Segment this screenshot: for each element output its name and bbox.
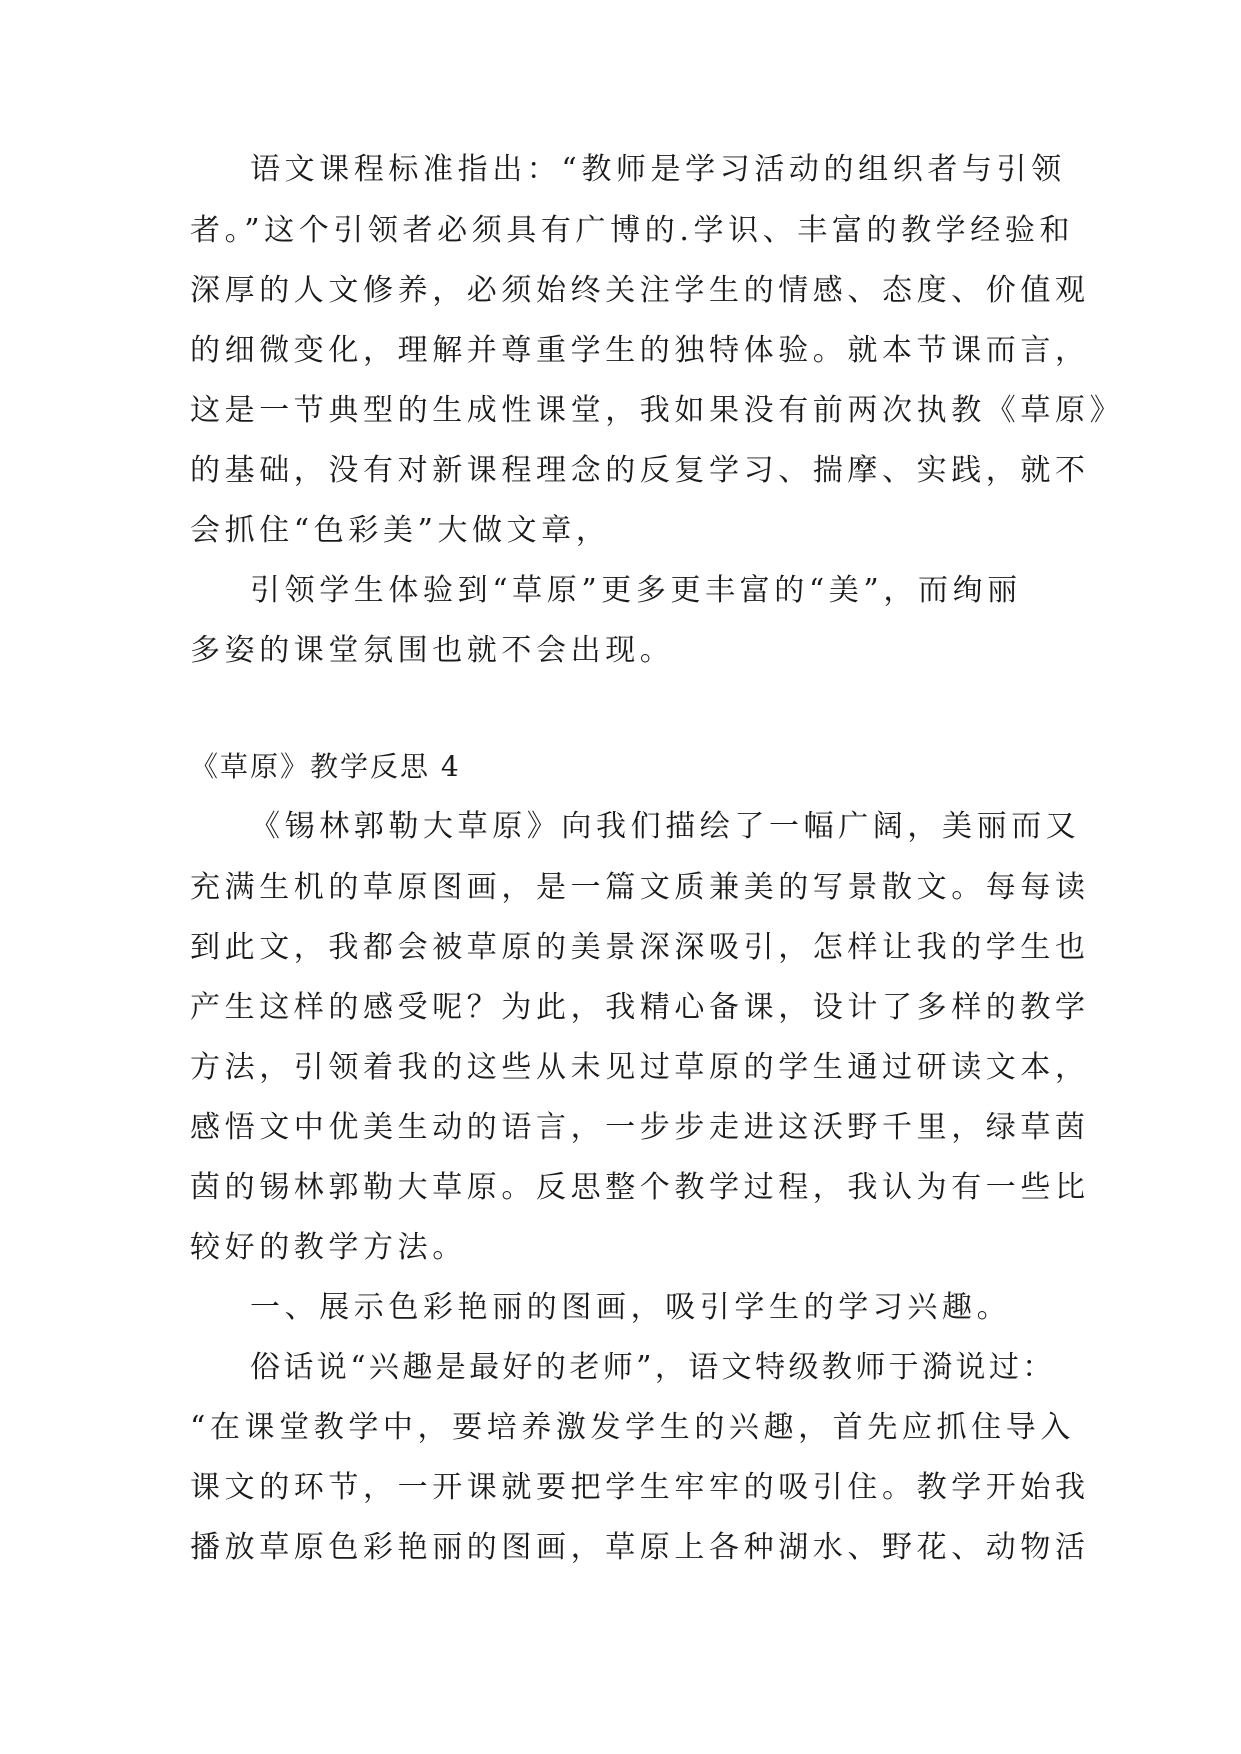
text-line: 较好的教学方法。 — [190, 1230, 467, 1265]
text-line: 会抓住“色彩美”大做文章， — [190, 513, 611, 548]
text-line: 这是一节典型的生成性课堂，我如果没有前两次执教《草原》 — [190, 393, 1125, 428]
text-line: 茵的锡林郭勒大草原。反思整个教学过程，我认为有一些比 — [190, 1170, 1090, 1205]
text-line: 产生这样的感受呢？为此，我精心备课，设计了多样的教学 — [190, 990, 1090, 1025]
text-line: 充满生机的草原图画，是一篇文质兼美的写景散文。每每读 — [190, 870, 1090, 905]
text-line: 的细微变化，理解并尊重学生的独特体验。就本节课而言， — [190, 333, 1090, 368]
text-line: “在课堂教学中，要培养激发学生的兴趣，首先应抓住导入 — [190, 1410, 1075, 1445]
text-line: 者。”这个引领者必须具有广博的.学识、丰富的教学经验和 — [190, 213, 1075, 248]
point-heading: 一、展示色彩艳丽的图画，吸引学生的学习兴趣。 — [250, 1290, 1012, 1325]
text-line: 多姿的课堂氛围也就不会出现。 — [190, 633, 675, 668]
text-line: 播放草原色彩艳丽的图画，草原上各种湖水、野花、动物活 — [190, 1530, 1090, 1565]
text-line: 《锡林郭勒大草原》向我们描绘了一幅广阔，美丽而又 — [250, 809, 1081, 844]
text-line: 语文课程标准指出：“教师是学习活动的组织者与引领 — [250, 152, 1066, 187]
text-line: 的基础，没有对新课程理念的反复学习、揣摩、实践，就不 — [190, 453, 1090, 488]
text-line: 引领学生体验到“草原”更多更丰富的“美”，而绚丽 — [250, 573, 1022, 608]
text-line: 方法，引领着我的这些从未见过草原的学生通过研读文本， — [190, 1050, 1090, 1085]
text-line: 课文的环节，一开课就要把学生牢牢的吸引住。教学开始我 — [190, 1470, 1090, 1505]
text-line: 深厚的人文修养，必须始终关注学生的情感、态度、价值观 — [190, 273, 1090, 308]
section-heading: 《草原》教学反思 4 — [190, 750, 461, 783]
text-line: 到此文，我都会被草原的美景深深吸引，怎样让我的学生也 — [190, 930, 1090, 965]
text-line: 感悟文中优美生动的语言，一步步走进这沃野千里，绿草茵 — [190, 1110, 1090, 1145]
text-line: 俗话说“兴趣是最好的老师”，语文特级教师于漪说过： — [250, 1350, 1056, 1385]
